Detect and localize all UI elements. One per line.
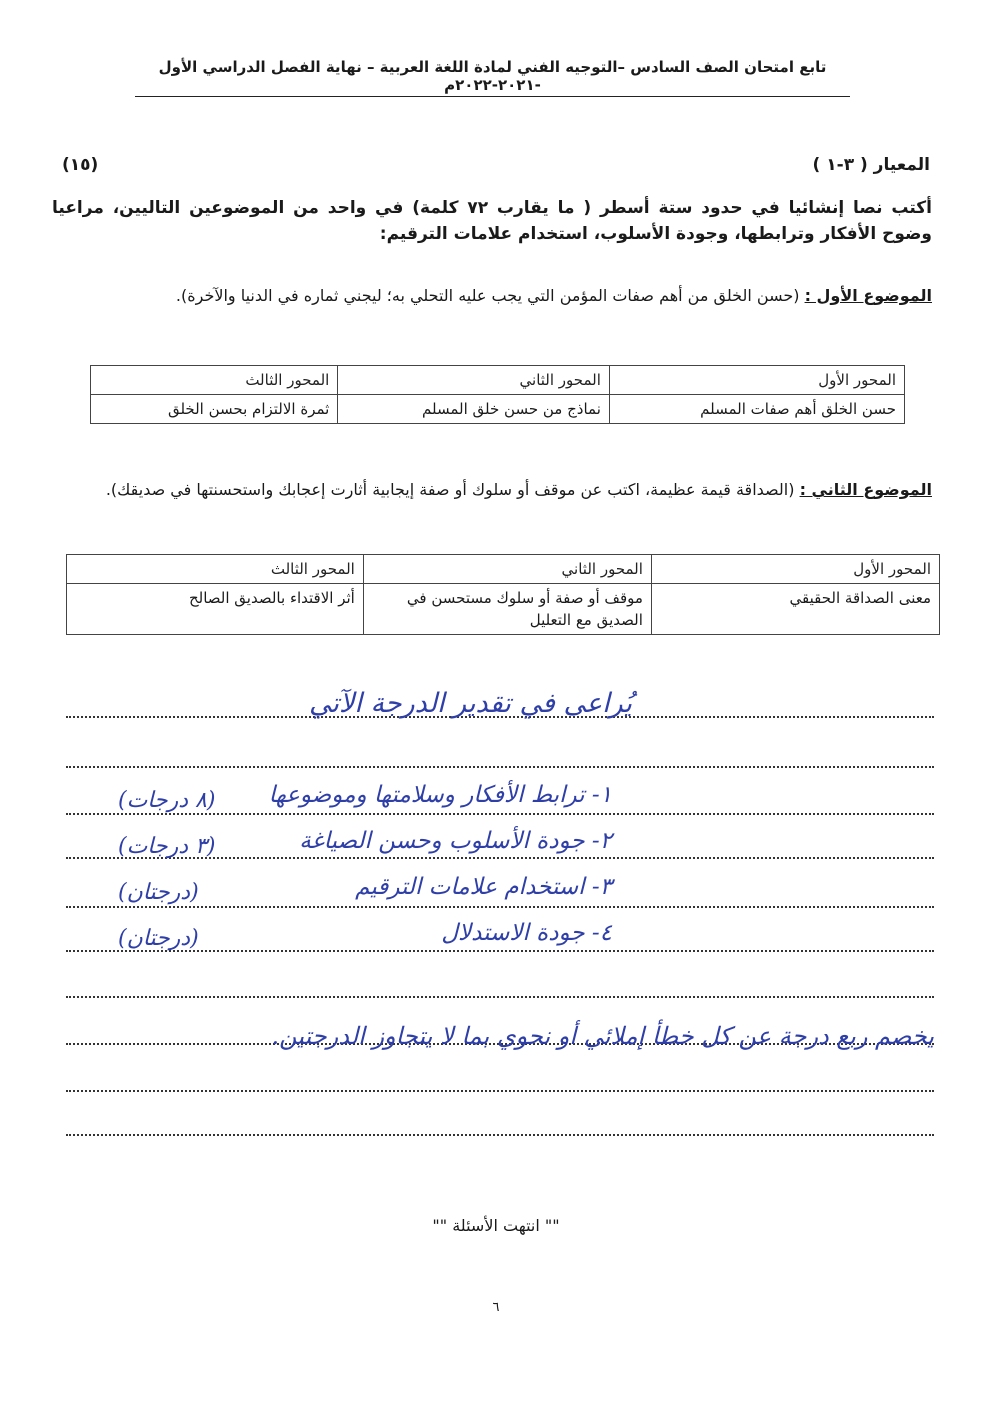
- axis-header: المحور الثالث: [67, 555, 364, 584]
- axis-cell: حسن الخلق أهم صفات المسلم: [609, 395, 904, 424]
- axis-cell: موقف أو صفة أو سلوك مستحسن في الصديق مع التعليل: [363, 584, 651, 635]
- criterion-label: المعيار ( ٣-١ ): [812, 155, 930, 175]
- handwritten-points: (درجتان): [118, 926, 199, 951]
- table-row: [67, 555, 940, 584]
- page-number: ٦: [492, 1300, 500, 1315]
- handwritten-points: (درجتان): [118, 880, 199, 905]
- writing-line: [66, 766, 934, 768]
- handwritten-criterion: ٤- جودة الاستدلال: [441, 920, 612, 946]
- table-row: [91, 395, 905, 424]
- axis-header: المحور الثاني: [338, 366, 610, 395]
- axis-cell: نماذج من حسن خلق المسلم: [338, 395, 610, 424]
- topic-one-text: (حسن الخلق من أهم صفات المؤمن التي يجب عليه التحلي به؛ ليجني ثماره في الدنيا والآخرة).: [175, 286, 805, 305]
- axis-header: المحور الثاني: [363, 555, 651, 584]
- end-of-questions: "" انتهت الأسئلة "": [432, 1216, 560, 1235]
- table-row: [91, 366, 905, 395]
- topic-two-text: (الصداقة قيمة عظيمة، اكتب عن موقف أو سلوك أو صفة إيجابية أثارت إعجابك واستحسنتها في صديقك).: [105, 480, 800, 499]
- axis-header: المحور الثالث: [91, 366, 338, 395]
- handwritten-title: يُراعى في تقدير الدرجة الآتي: [308, 688, 632, 719]
- writing-line: [66, 906, 934, 908]
- axis-cell: ثمرة الالتزام بحسن الخلق: [91, 395, 338, 424]
- writing-line: [66, 1090, 934, 1092]
- exam-header: تابع امتحان الصف السادس –التوجيه الفني لمادة اللغة العربية – نهاية الفصل الدراسي الأول -٢٠٢١-٢٠٢٢م: [135, 58, 850, 97]
- writing-line: [66, 813, 934, 815]
- handwritten-criterion: ٣- استخدام علامات الترقيم: [355, 874, 612, 900]
- handwritten-points: (٣ درجات): [118, 834, 216, 859]
- topic-two-axes-table: [66, 554, 940, 635]
- handwritten-deduction-note: يخصم ربع درجة عن كل خطأ إملائي أو نحوي بما لا يتجاوز الدرجتين.: [271, 1022, 934, 1050]
- writing-line: [66, 1134, 934, 1136]
- topic-one-axes-table: [90, 365, 905, 424]
- axis-header: المحور الأول: [651, 555, 939, 584]
- handwritten-criterion: ٢- جودة الأسلوب وحسن الصياغة: [299, 828, 612, 854]
- topic-one: [52, 282, 932, 309]
- axis-cell: معنى الصداقة الحقيقي: [651, 584, 939, 635]
- axis-cell: أثر الاقتداء بالصديق الصالح: [67, 584, 364, 635]
- topic-two: [52, 476, 932, 503]
- topic-one-label: الموضوع الأول :: [804, 286, 932, 305]
- table-row: [67, 584, 940, 635]
- total-score: (١٥): [62, 155, 99, 175]
- axis-header: المحور الأول: [609, 366, 904, 395]
- topic-two-label: الموضوع الثاني :: [799, 480, 932, 499]
- handwritten-criterion: ١- ترابط الأفكار وسلامتها وموضوعها: [268, 782, 612, 808]
- writing-line: [66, 996, 934, 998]
- instructions: أكتب نصا إنشائيا في حدود ستة أسطر ( ما يقارب ٧٢ كلمة) في واحد من الموضوعين التاليين، مراعيا وضوح الأفكار وترابطها، وجودة الأسلوب، استخدام علامات الترقيم:: [52, 198, 933, 244]
- handwritten-points: (٨ درجات): [118, 788, 216, 813]
